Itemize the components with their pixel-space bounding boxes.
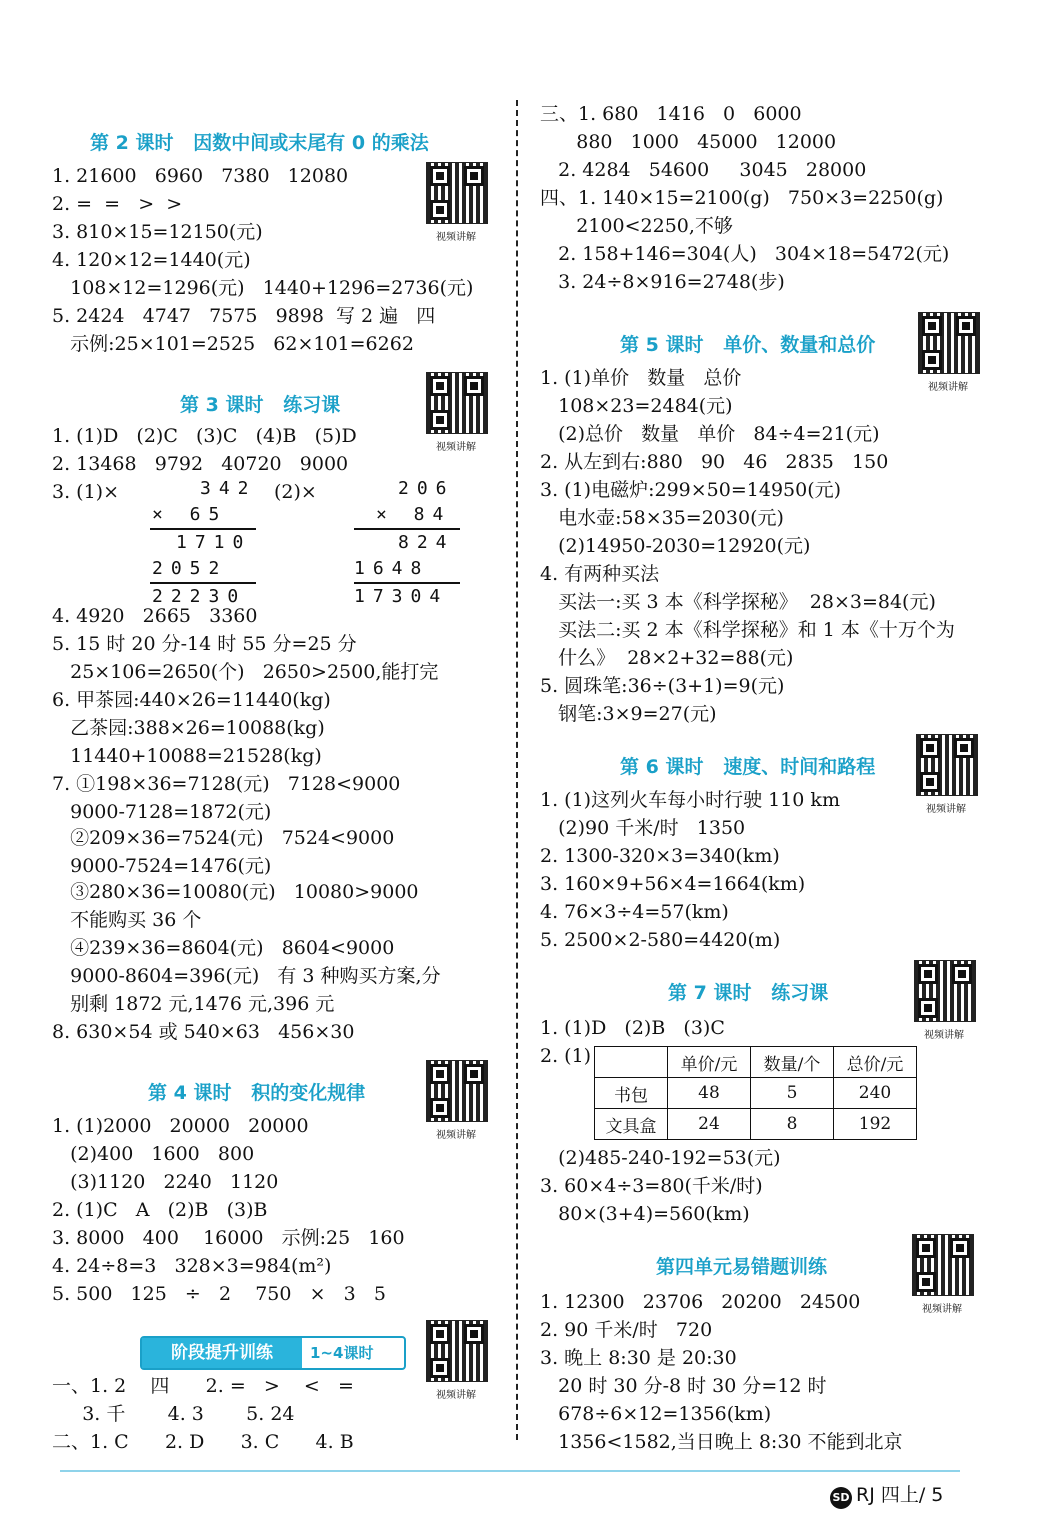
vmul-2-e: 17304 [354,586,449,607]
answer-line: 2. 158+146=304(人) 304×18=5472(元) [540,243,950,265]
answer-line: 11440+10088=21528(kg) [52,745,322,767]
answer-line: (3)1120 2240 1120 [52,1171,279,1193]
qr-code-icon[interactable] [918,312,980,374]
answer-line: 3. 8000 400 16000 示例:25 160 [52,1227,405,1249]
qr-label: 视频讲解 [436,1390,476,1401]
vmul-1-b: × 65 [152,504,228,525]
answer-line: 7. ①198×36=7128(元) 7128<9000 [52,773,401,795]
qr-code-icon[interactable] [426,1320,488,1382]
answer-line: 3. 160×9+56×4=1664(km) [540,873,806,895]
answer-line: 1. (1)D (2)B (3)C [540,1017,725,1039]
banner-range: 1~4课时 [310,1344,374,1362]
sd-logo-icon: SD [830,1487,852,1509]
answer-line: 4. 有两种买法 [540,563,660,585]
section-title: 第 6 课时 速度、时间和路程 [620,756,876,778]
footer-rule [60,1470,960,1472]
answer-line: 3. 晚上 8:30 是 20:30 [540,1347,737,1369]
answer-line: 2. (1)C A (2)B (3)B [52,1199,268,1221]
banner-title: 阶段提升训练 [142,1338,302,1368]
answer-line: 2100<2250,不够 [540,215,733,237]
answer-line: 3. 60×4÷3=80(千米/时) [540,1175,763,1197]
answer-line: 20 时 30 分-8 时 30 分=12 时 [540,1375,827,1397]
answer-line: 5. 2500×2-580=4420(m) [540,929,781,951]
table-cell: 总价/元 [834,1047,917,1078]
table-row [595,1109,917,1140]
vmul-line [150,582,256,584]
vmul-2-label: (2)× [274,481,317,503]
answer-line: 1. 21600 6960 7380 12080 [52,165,349,187]
answer-line: 2. (1) [540,1045,592,1067]
answer-line: 一、1. 2 四 2. = > < = [52,1375,354,1397]
answer-line: 3. 810×15=12150(元) [52,221,263,243]
table-cell [595,1047,668,1078]
answer-line: 1356<1582,当日晚上 8:30 不能到北京 [540,1431,903,1453]
answer-line: 2. 1300-320×3=340(km) [540,845,780,867]
answer-line: 80×(3+4)=560(km) [540,1203,750,1225]
answer-line: ④239×36=8604(元) 8604<9000 [52,937,395,959]
price-table [594,1046,917,1140]
table-cell: 5 [751,1078,834,1109]
answer-line: 四、1. 140×15=2100(g) 750×3=2250(g) [540,187,944,209]
section-title: 第 3 课时 练习课 [180,394,341,416]
qr-code-icon[interactable] [426,1060,488,1122]
answer-line: (2)485-240-192=53(元) [540,1147,781,1169]
vmul-line [354,582,460,584]
vmul-2-b: × 84 [376,504,452,525]
answer-line: 1. (1)单价 数量 总价 [540,367,742,389]
table-row [595,1047,917,1078]
answer-line: 2. = = > > [52,193,183,215]
answer-line: 678÷6×12=1356(km) [540,1403,772,1425]
answer-line: 示例:25×101=2525 62×101=6262 [52,333,414,355]
table-cell: 数量/个 [751,1047,834,1078]
answer-line: 3. 千 4. 3 5. 24 [52,1403,295,1425]
answer-line: (2)90 千米/时 1350 [540,817,746,839]
qr-label: 视频讲解 [436,442,476,453]
vmul-1-d: 2052 [152,558,228,579]
answer-line: 3. (1)电磁炉:299×50=14950(元) [540,479,842,501]
vmul-1-a: 342 [200,478,257,499]
table-cell: 8 [751,1109,834,1140]
page-footer [830,1480,943,1509]
answer-line: 3. 24÷8×916=2748(步) [540,271,785,293]
qr-code-icon[interactable] [426,372,488,434]
answer-line: 9000-8604=396(元) 有 3 种购买方案,分 [52,965,441,987]
answer-line: 买法二:买 2 本《科学探秘》和 1 本《十万个为 [540,619,955,641]
answer-line: 什么》 28×2+32=88(元) [540,647,794,669]
vmul-line [150,528,256,530]
answer-line: 3. (1)× [52,481,120,503]
answer-line: ②209×36=7524(元) 7524<9000 [52,827,395,849]
answer-line: 5. 圆珠笔:36÷(3+1)=9(元) [540,675,785,697]
qr-code-icon[interactable] [914,960,976,1022]
qr-label: 视频讲解 [436,1130,476,1141]
answer-line: ③280×36=10080(元) 10080>9000 [52,881,419,903]
answer-line: 4. 24÷8=3 328×3=984(m²) [52,1255,332,1277]
vmul-2-a: 206 [398,478,455,499]
answer-line: 三、1. 680 1416 0 6000 [540,103,802,125]
answer-line: 2. 4284 54600 3045 28000 [540,159,867,181]
section-title: 第 7 课时 练习课 [668,982,829,1004]
table-cell: 文具盒 [595,1109,668,1140]
table-cell: 单价/元 [668,1047,751,1078]
answer-line: 5. 500 125 ÷ 2 750 × 3 5 [52,1283,386,1305]
vmul-line [354,528,460,530]
section-title: 第 4 课时 积的变化规律 [148,1082,366,1104]
answer-line: (2)400 1600 800 [52,1143,255,1165]
vmul-2-c: 824 [398,532,455,553]
answer-line: 1. 12300 23706 20200 24500 [540,1291,861,1313]
answer-line: 4. 120×12=1440(元) [52,249,251,271]
answer-line: 不能购买 36 个 [52,909,202,931]
answer-line: 1. (1)这列火车每小时行驶 110 km [540,789,840,811]
table-cell: 48 [668,1078,751,1109]
answer-line: 108×23=2484(元) [540,395,733,417]
vmul-1-c: 1710 [176,532,252,553]
section-title: 第 5 课时 单价、数量和总价 [620,334,876,356]
section-title: 第 2 课时 因数中间或末尾有 0 的乘法 [90,132,429,154]
qr-label: 视频讲解 [928,382,968,393]
page-number: RJ 四上/ 5 [856,1484,944,1506]
answer-line: 1. (1)D (2)C (3)C (4)B (5)D [52,425,357,447]
answer-line: 2. 13468 9792 40720 9000 [52,453,349,475]
qr-code-icon[interactable] [912,1234,974,1296]
answer-line: 4. 4920 2665 3360 [52,605,258,627]
table-cell: 书包 [595,1078,668,1109]
answer-line: 乙茶园:388×26=10088(kg) [52,717,325,739]
qr-label: 视频讲解 [436,232,476,243]
vmul-1-e: 22230 [152,586,247,607]
table-row [595,1078,917,1109]
answer-line: 买法一:买 3 本《科学探秘》 28×3=84(元) [540,591,936,613]
qr-label: 视频讲解 [924,1030,964,1041]
table-cell: 24 [668,1109,751,1140]
answer-line: (2)总价 数量 单价 84÷4=21(元) [540,423,880,445]
answer-line: 9000-7128=1872(元) [52,801,272,823]
answer-line: 6. 甲茶园:440×26=11440(kg) [52,689,331,711]
answer-line: 880 1000 45000 12000 [540,131,837,153]
answer-line: (2)14950-2030=12920(元) [540,535,811,557]
answer-line: 电水壶:58×35=2030(元) [540,507,784,529]
column-divider [516,100,518,1440]
stage-banner [140,1336,406,1370]
table-cell: 240 [834,1078,917,1109]
qr-label: 视频讲解 [922,1304,962,1315]
answer-line: 9000-7524=1476(元) [52,855,272,877]
answer-line: 钢笔:3×9=27(元) [540,703,717,725]
answer-line: 5. 2424 4747 7575 9898 写 2 遍 四 [52,305,436,327]
qr-code-icon[interactable] [426,162,488,224]
answer-line: 二、1. C 2. D 3. C 4. B [52,1431,354,1453]
answer-line: 别剩 1872 元,1476 元,396 元 [52,993,335,1015]
qr-label: 视频讲解 [926,804,966,815]
answer-line: 25×106=2650(个) 2650>2500,能打完 [52,661,439,683]
answer-line: 4. 76×3÷4=57(km) [540,901,729,923]
section-title: 第四单元易错题训练 [656,1256,828,1278]
qr-code-icon[interactable] [916,734,978,796]
answer-line: 2. 从左到右:880 90 46 2835 150 [540,451,889,473]
table-cell: 192 [834,1109,917,1140]
answer-line: 2. 90 千米/时 720 [540,1319,713,1341]
answer-line: 1. (1)2000 20000 20000 [52,1115,309,1137]
answer-line: 108×12=1296(元) 1440+1296=2736(元) [52,277,474,299]
answer-line: 5. 15 时 20 分-14 时 55 分=25 分 [52,633,357,655]
answer-line: 8. 630×54 或 540×63 456×30 [52,1021,355,1043]
vmul-2-d: 1648 [354,558,430,579]
